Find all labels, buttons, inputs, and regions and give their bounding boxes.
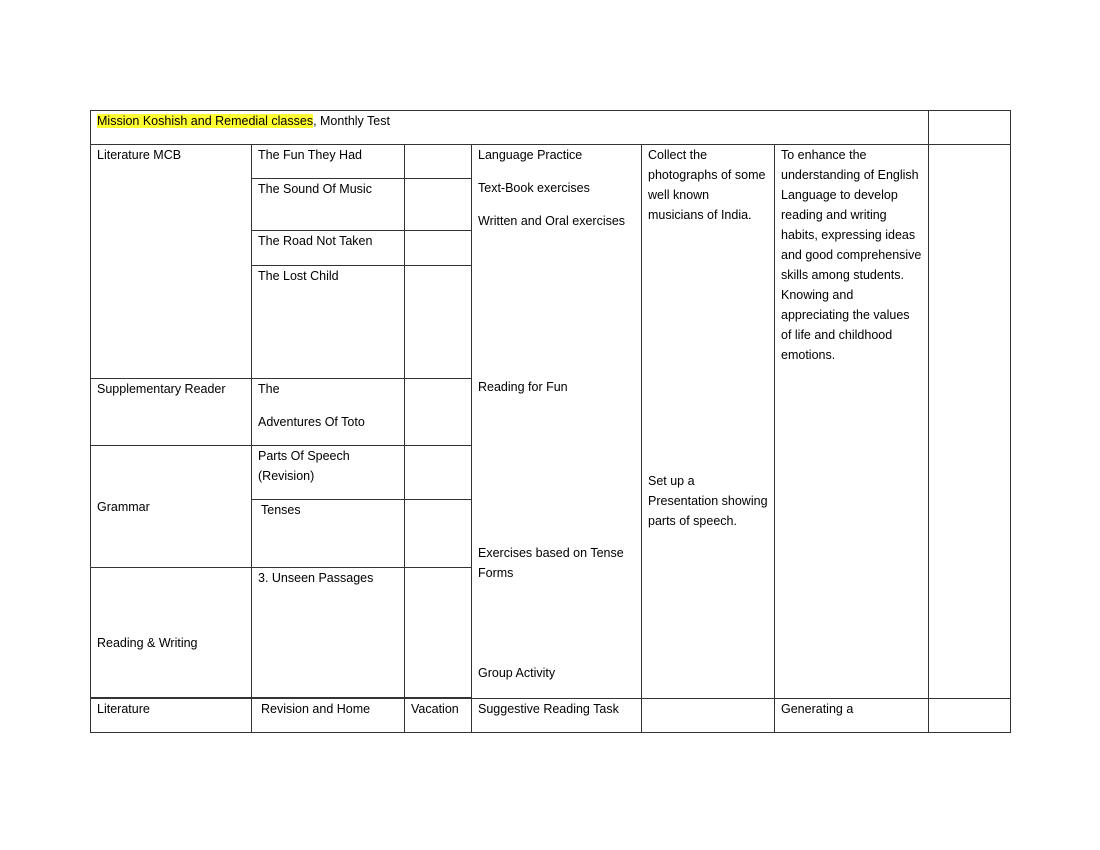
month-cell: [405, 568, 472, 698]
lesson-label: The Fun They Had: [258, 148, 362, 162]
subject-label: Reading & Writing: [97, 636, 198, 650]
highlighted-text: Mission Koshish and Remedial classes: [97, 114, 314, 128]
objective-label: Generating a: [781, 702, 854, 716]
lesson-cell: [252, 568, 405, 698]
subject-cell: [91, 145, 252, 379]
subject-label: Supplementary Reader: [97, 382, 226, 396]
month-cell: [405, 500, 472, 568]
lesson-label: 3. Unseen Passages: [258, 571, 374, 585]
month-label: Vacation: [411, 702, 459, 716]
activity-tense-forms: Exercises based on Tense Forms: [478, 546, 624, 580]
projects-cell: [642, 699, 775, 733]
table-row: [91, 699, 1011, 733]
activity-written-oral: Written and Oral exercises: [478, 214, 626, 228]
header-empty-cell: [929, 111, 1011, 145]
project-presentation: Set up a Presentation showing parts of speech.: [648, 474, 768, 528]
lesson-cell: [252, 231, 405, 266]
lesson-cell: [252, 379, 405, 446]
lesson-cell: [252, 266, 405, 379]
activities-cell: [472, 699, 642, 733]
objectives-cell: [775, 145, 929, 699]
header-cell: [91, 111, 929, 145]
header-text: , Monthly Test: [313, 114, 390, 128]
lesson-cell: [252, 699, 405, 733]
lesson-cell: [252, 179, 405, 231]
syllabus-table: [90, 110, 1011, 733]
header-row: [91, 111, 1011, 145]
lesson-cell: [252, 500, 405, 568]
activities-cell: [472, 145, 642, 699]
month-cell: [405, 179, 472, 231]
projects-cell: [642, 145, 775, 699]
subject-label: Literature: [97, 702, 150, 716]
lesson-label-line1: The: [258, 382, 280, 396]
lesson-label-line2: Adventures Of Toto: [258, 415, 365, 429]
lesson-label: Parts Of Speech (Revision): [258, 449, 350, 483]
table-row: [91, 145, 1011, 179]
month-cell: [405, 231, 472, 266]
month-cell: [405, 266, 472, 379]
month-cell: [405, 699, 472, 733]
activity-textbook: Text-Book exercises: [478, 181, 590, 195]
objectives-text: To enhance the understanding of English Language to develop reading and writing habits, expressing ideas and good comprehensive skills among students. Knowing and appreciating the values of life and childhood emotions.: [781, 148, 922, 362]
lesson-label: Revision and Home: [261, 702, 371, 716]
subject-label: Grammar: [97, 499, 150, 514]
lesson-label: The Road Not Taken: [258, 234, 373, 248]
month-cell: [405, 446, 472, 500]
lesson-label: The Sound Of Music: [258, 182, 372, 196]
subject-cell: [91, 699, 252, 733]
lesson-cell: [252, 446, 405, 500]
lesson-label: The Lost Child: [258, 269, 339, 283]
project-collect: Collect the photographs of some well known musicians of India.: [648, 148, 766, 222]
subject-cell: [91, 379, 252, 446]
month-cell: [405, 145, 472, 179]
remarks-cell: [929, 699, 1011, 733]
subject-cell: [91, 568, 252, 698]
remarks-cell: [929, 145, 1011, 699]
month-cell: [405, 379, 472, 446]
activity-group: Group Activity: [478, 666, 556, 680]
subject-label: Literature MCB: [97, 148, 182, 162]
objectives-cell: [775, 699, 929, 733]
lesson-cell: [252, 145, 405, 179]
activity-language-practice: Language Practice: [478, 148, 583, 162]
activity-label: Suggestive Reading Task: [478, 702, 619, 716]
lesson-label: Tenses: [261, 503, 301, 517]
activity-reading-fun: Reading for Fun: [478, 380, 568, 394]
subject-cell: [91, 446, 252, 568]
